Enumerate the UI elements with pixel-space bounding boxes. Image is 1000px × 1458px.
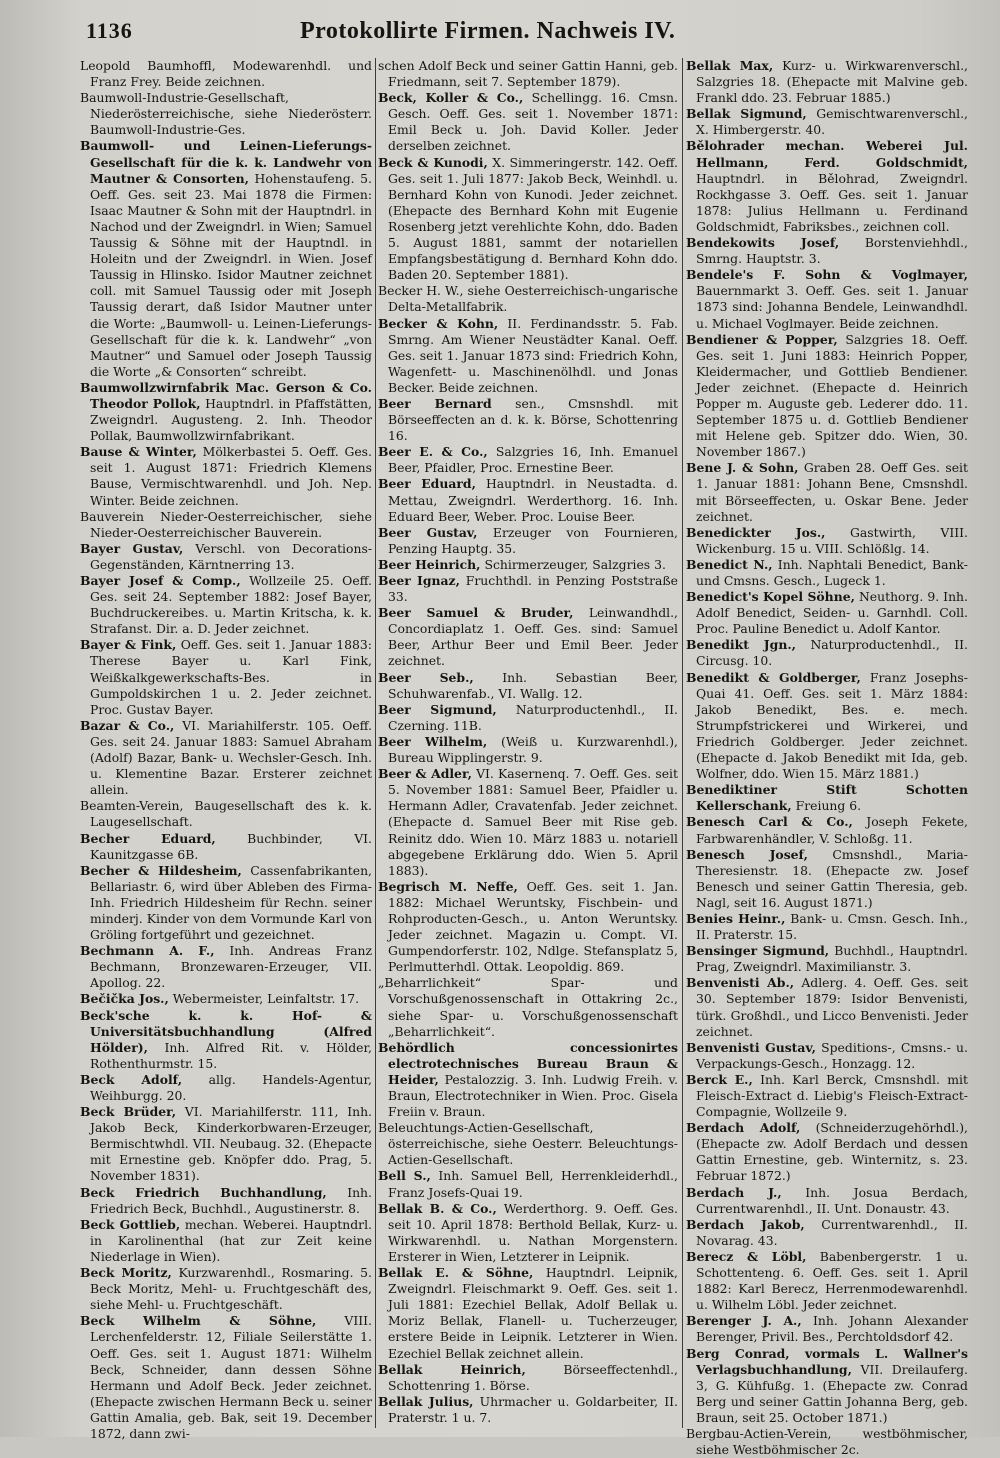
firm-details: VIII. Lerchenfelderstr. 12, Filiale Seilerstätte 1. Oeff. Ges. seit 1. August 1871: Wilhelm Beck, Schneider, dann dessen Söhne Hermann und Adolf Beck. Jeder zeichnet. (Ehepacte zwischen Hermann Beck u. seiner Gattin Amalia, geb. Bak, seit 19. December 1872, dann zwi- bbox=[90, 1313, 372, 1441]
firm-details: Beamten-Verein, Baugesellschaft des k. k. Laugesellschaft. bbox=[80, 798, 372, 830]
firm-details: X. Simmeringerstr. 142. Oeff. Ges. seit 1. Juli 1877: Jakob Beck, Weinhdl. u. Bernhard Kohn von Kunodi. Jeder zeichnet. (Ehepacte des Bernhard Kohn mit Eugenie Rosenberg jetzt verehlichte Kohn, ddo. Baden 5. August 1881, sammt der notariellen Empfangsbestätigung d. Bernhard Kohn ddo. Baden 20. September 1881). bbox=[388, 154, 678, 283]
firm-entry bbox=[378, 734, 678, 766]
firm-details: (Schneiderzugehörhdl.), (Ehepacte zw. Adolf Berdach und dessen Gattin Ernestine, geb. Winternitz, s. 23. Februar 1872.) bbox=[696, 1120, 968, 1184]
firm-entry bbox=[378, 975, 678, 1039]
firm-details: Inh. Naphtali Benedict, Bank- und Cmsns. Gesch., Lugeck 1. bbox=[696, 556, 968, 588]
firm-details: schen Adolf Beck und seiner Gattin Hanni, geb. Friedmann, seit 7. September 1879). bbox=[378, 58, 678, 90]
firm-details: Leopold Baumhoffl, Modewarenhdl. und Franz Frey. Beide zeichnen. bbox=[80, 58, 372, 90]
firm-entry bbox=[686, 332, 968, 461]
firm-details: Oeff. Ges. seit 1. Januar 1883: Therese Bayer u. Karl Fink, Weißkalkgewerkschafts-Bes. in Gumpoldskirchen 1 u. 2. Jeder zeichnet. Proc. Gustav Bayer. bbox=[90, 637, 372, 717]
firm-name: Bellak B. & Co., bbox=[378, 1200, 497, 1216]
firm-details: Hauptndrl. in Bělohrad, Zweigndrl. Rockhgasse 3. Oeff. Ges. seit 1. Januar 1878: Julius Hellmann u. Ferdinand Goldschmidt, Fabriksbes., zeichnen coll. bbox=[696, 170, 968, 234]
firm-entry bbox=[686, 1249, 968, 1313]
firm-entry bbox=[80, 863, 372, 943]
firm-details: Bergbau-Actien-Verein, westböhmischer, siehe Westböhmischer 2c. bbox=[686, 1425, 968, 1458]
firm-entry bbox=[80, 380, 372, 444]
firm-entry bbox=[378, 1120, 678, 1168]
firm-entry bbox=[80, 637, 372, 717]
firm-name: Beer Eduard, bbox=[378, 476, 476, 492]
firm-name: Berenger J. A., bbox=[686, 1313, 802, 1329]
firm-details: VI. Kasernenq. 7. Oeff. Ges. seit 5. November 1881: Samuel Beer, Pfaidler u. Hermann Adler, Cravatenfab. Jeder zeichnet. (Ehepacte d. Samuel Beer mit Rise geb. Reinitz ddo. Wien 10. März 1883 u. notariell abgegebene Erklärung ddo. Wien 5. April 1883). bbox=[388, 766, 678, 878]
firm-entry bbox=[378, 1168, 678, 1200]
firm-details: Cmsnshdl., Maria-Theresienstr. 18. (Ehepacte zw. Josef Benesch und seiner Gattin Theresia, geb. Nagl, seit 16. August 1871.) bbox=[696, 846, 968, 910]
firm-name: Beck Brüder, bbox=[80, 1104, 177, 1120]
firm-details: Graben 28. Oeff Ges. seit 1. Januar 1881: Johann Bene, Cmsnshdl. mit Börseeffecten, u. Oskar Bene. Jeder zeichnet. bbox=[696, 460, 968, 524]
firm-details: Uhrmacher u. Goldarbeiter, II. Praterstr. 1 u. 7. bbox=[388, 1393, 678, 1425]
firm-name: Benedict's Kopel Söhne, bbox=[686, 589, 855, 605]
firm-name: Beck Moritz, bbox=[80, 1265, 172, 1281]
firm-details: Salzgries 16, Inh. Emanuel Beer, Pfaidler, Proc. Ernestine Beer. bbox=[388, 444, 678, 476]
firm-entry bbox=[686, 1185, 968, 1217]
firm-details: Webermeister, Leinfaltstr. 17. bbox=[172, 991, 360, 1007]
firm-details: Salzgries 18. Oeff. Ges. seit 1. Juni 1883: Heinrich Popper, Kleidermacher, und Gottlieb Bendiener. Jeder zeichnet. (Ehepacte d. Heinrich Popper m. Auguste geb. Lederer ddo. 11. September 1875 u. d. Gottlieb Bendiener mit Helene geb. Spitzer ddo. Wien, 30. November 1867.) bbox=[696, 331, 968, 460]
firm-details: Inh. Josua Berdach, Currentwarenhdl., II. Unt. Donaustr. 43. bbox=[696, 1184, 968, 1216]
firm-entry bbox=[80, 1104, 372, 1184]
firm-entry bbox=[80, 1265, 372, 1313]
firm-details: Oeff. Ges. seit 1. Jan. 1882: Michael Weruntsky, Fischbein- und Rohproducten-Gesch., u. Anton Weruntsky. Jeder zeichnet. Magazin u. Compt. VI. Gumpendorferstr. 102, Ndlge. Stefansplatz 5, Perlmutterhdl. Ottak. Leopoldig. 869. bbox=[388, 878, 678, 975]
firm-details: Kurzwarenhdl., Rosmaring. 5. Beck Moritz, Mehl- u. Fruchtgeschäft des, siehe Mehl- u. Fruchtgeschäft. bbox=[90, 1265, 372, 1313]
firm-details: Inh. Karl Berck, Cmsnshdl. mit Fleisch-Extract d. Liebig's Fleisch-Extract-Compagnie, Wollzeile 9. bbox=[696, 1071, 968, 1120]
firm-details: Bauverein Nieder-Oesterreichischer, siehe Nieder-Oesterreichischer Bauverein. bbox=[80, 508, 372, 540]
firm-details: Neuthorg. 9. Inh. Adolf Benedict, Seiden- u. Garnhdl. Coll. Proc. Pauline Benedict u. Adolf Kantor. bbox=[696, 589, 968, 637]
firm-entry bbox=[686, 1072, 968, 1120]
firm-name: Behördlich concessionirtes electrotechnisches Bureau Braun & Heider, bbox=[378, 1039, 678, 1087]
firm-name: Bause & Winter, bbox=[80, 444, 197, 460]
firm-name: Beer E. & Co., bbox=[378, 444, 488, 460]
firm-details: Naturproductenhdl., II. Circusg. 10. bbox=[696, 637, 968, 669]
firm-entry bbox=[686, 670, 968, 783]
firm-name: Benedikt Jgn., bbox=[686, 637, 796, 653]
firm-name: Bellak Max, bbox=[686, 58, 774, 73]
firm-name: Bensinger Sigmund, bbox=[686, 943, 830, 959]
firm-name: Bečička Jos., bbox=[80, 991, 169, 1007]
firm-entry bbox=[378, 155, 678, 284]
firm-name: Bechmann A. F., bbox=[80, 943, 215, 959]
firm-entry bbox=[378, 557, 678, 573]
column-rule bbox=[375, 58, 376, 1428]
firm-entry bbox=[378, 1265, 678, 1362]
firm-name: Beck Wilhelm & Söhne, bbox=[80, 1313, 317, 1329]
firm-details: VII. Dreilauferg. 3, G. Kühfußg. 1. (Ehepacte zw. Conrad Berg und seiner Gattin Johanna Berg, geb. Braun, seit 25. October 1871.) bbox=[696, 1361, 968, 1425]
firm-details: Cassenfabrikanten, Bellariastr. 6, wird über Ableben des Firma-Inh. Friedrich Hildesheim für Rechn. seiner minderj. Kinder von dem Vormunde Karl von Gröling fortgeführt und gezeichnet. bbox=[90, 862, 372, 943]
firm-entry bbox=[686, 557, 968, 589]
firm-entry bbox=[80, 831, 372, 863]
firm-details: Fruchthdl. in Penzing Poststraße 33. bbox=[388, 573, 678, 605]
column-2 bbox=[378, 58, 678, 1423]
firm-details: Börseeffectenhdl., Schottenring 1. Börse. bbox=[388, 1361, 678, 1393]
firm-details: Hauptndrl. in Neustadta. d. Mettau, Zweigndrl. Werderthorg. 16. Inh. Eduard Beer, Weber. Proc. Louise Beer. bbox=[388, 476, 678, 524]
column-1 bbox=[80, 58, 373, 1441]
firm-entry bbox=[80, 943, 372, 991]
page-title: Protokollirte Firmen. Nachweis IV. bbox=[300, 18, 676, 44]
firm-entry bbox=[80, 444, 372, 508]
firm-details: Gemischtwarenverschl., X. Himbergerstr. 40. bbox=[696, 106, 968, 138]
firm-entry bbox=[378, 396, 678, 444]
firm-name: Beer Gustav, bbox=[378, 524, 478, 540]
firm-entry bbox=[686, 58, 968, 106]
firm-details: Pestalozzig. 3. Inh. Ludwig Freih. v. Braun, Electrotechniker in Wien. Proc. Gisela Freiin v. Braun. bbox=[388, 1071, 678, 1120]
firm-name: Berdach J., bbox=[686, 1184, 782, 1200]
firm-details: Inh. Andreas Franz Bechmann, Bronzewaren-Erzeuger, VII. Apollog. 22. bbox=[90, 943, 372, 991]
firm-entry bbox=[686, 814, 968, 846]
page-number: 1136 bbox=[86, 18, 133, 43]
firm-name: Beer Bernard bbox=[378, 395, 492, 411]
firm-name: Beck Gottlieb, bbox=[80, 1216, 181, 1232]
firm-entry bbox=[686, 1217, 968, 1249]
firm-entry bbox=[378, 670, 678, 702]
firm-details: Hohenstaufeng. 5. Oeff. Ges. seit 23. Mai 1878 die Firmen: Isaac Mautner & Sohn mit der Hauptndrl. in Nachod und der Zweigndrl. in Wien; Samuel Taussig & Söhne mit der Hauptndl. in Holeitn und der Zweigndrl. in Wien. Josef Taussig in Hlinsko. Isidor Mautner zeichnet coll. mit Samuel Taussig oder mit Joseph Taussig derart, daß Isidor Mautner unter die Worte: „Baumwoll- u. Leinen-Lieferungs-Gesellschaft für die k. k. Landwehr“ „von Mautner“ und Samuel oder Joseph Taussig die Worte „& Consorten“ schreibt. bbox=[90, 170, 373, 379]
firm-details: Schirmerzeuger, Salzgries 3. bbox=[484, 556, 666, 572]
firm-name: Bayer Josef & Comp., bbox=[80, 573, 241, 588]
firm-details: Babenbergerstr. 1 u. Schottenteng. 6. Oeff. Ges. seit 1. April 1882: Karl Berecz, Herrenmodewarenhdl. u. Wilhelm Löbl. Jeder zeichnet. bbox=[696, 1248, 968, 1313]
firm-name: Berecz & Löbl, bbox=[686, 1248, 807, 1264]
firm-name: Benies Heinr., bbox=[686, 910, 786, 926]
firm-details: mechan. Weberei. Hauptndrl. in Karolinenthal (hat zur Zeit keine Niederlage in Wien). bbox=[90, 1216, 372, 1264]
firm-entry bbox=[686, 1120, 968, 1184]
firm-details: Naturproductenhdl., II. Czerning. 11B. bbox=[388, 701, 678, 733]
firm-details: VI. Mariahilferstr. 105. Oeff. Ges. seit 24. Januar 1883: Samuel Abraham (Adolf) Bazar, Bank- u. Wechsler-Gesch. Inh. u. Klementine Bazar. Ersterer zeichnet allein. bbox=[90, 717, 372, 798]
firm-entry bbox=[80, 509, 372, 541]
firm-entry bbox=[378, 283, 678, 315]
firm-name: Bayer & Fink, bbox=[80, 637, 177, 653]
firm-details: Mölkerbastei 5. Oeff. Ges. seit 1. August 1871: Friedrich Klemens Bause, Vermischtwarenhdl. und Joh. Nep. Winter. Beide zeichnen. bbox=[90, 444, 372, 508]
firm-name: Bellak Heinrich, bbox=[378, 1361, 526, 1377]
firm-name: Bene J. & Sohn, bbox=[686, 460, 799, 476]
firm-details: Gastwirth, VIII. Wickenburg. 15 u. VIII. Schlößlg. 14. bbox=[696, 524, 968, 556]
firm-entry bbox=[80, 90, 372, 138]
firm-details: allg. Handels-Agentur, Weihburgg. 20. bbox=[90, 1071, 372, 1103]
firm-details: II. Ferdinandsstr. 5. Fab. Smrng. Am Wiener Neustädter Kanal. Oeff. Ges. seit 1. Januar 1873 sind: Friedrich Kohn, Wagenfett- u. Maschinenölhdl. und Jonas Becker. Beide zeichnen. bbox=[388, 315, 678, 395]
firm-entry bbox=[686, 637, 968, 669]
firm-name: Beer Sigmund, bbox=[378, 701, 497, 717]
firm-name: Benedict N., bbox=[686, 556, 773, 572]
firm-entry bbox=[80, 1217, 372, 1265]
firm-entry bbox=[686, 525, 968, 557]
firm-entry bbox=[80, 58, 372, 90]
firm-details: Becker H. W., siehe Oesterreichisch-ungarische Delta-Metallfabrik. bbox=[378, 283, 678, 315]
firm-details: „Beharrlichkeit“ Spar- und Vorschußgenossenschaft in Ottakring 2c., siehe Spar- u. Vorschußgenossenschaft „Beharrlichkeit“. bbox=[378, 975, 678, 1039]
firm-details: Kurz- u. Wirkwarenverschl., Salzgries 18. (Ehepacte mit Malvine geb. Frankl ddo. 23. Februar 1885.) bbox=[696, 58, 968, 106]
firm-entry bbox=[378, 1040, 678, 1120]
firm-entry bbox=[80, 541, 372, 573]
firm-details: Baumwoll-Industrie-Gesellschaft, Niederösterreichische, siehe Niederösterr. Baumwoll-Industrie-Ges. bbox=[80, 90, 372, 138]
firm-entry bbox=[378, 58, 678, 90]
firm-entry bbox=[686, 911, 968, 943]
firm-details: Inh. Johann Alexander Berenger, Privil. Bes., Perchtoldsdorf 42. bbox=[696, 1313, 968, 1345]
firm-details: Buchhdl., Hauptndrl. Prag, Zweigndrl. Maximilianstr. 3. bbox=[696, 943, 968, 975]
firm-name: Beer Seb., bbox=[378, 669, 474, 685]
firm-entry bbox=[686, 847, 968, 911]
firm-entry bbox=[378, 316, 678, 396]
firm-entry bbox=[686, 1313, 968, 1345]
firm-details: Beleuchtungs-Actien-Gesellschaft, österreichische, siehe Oesterr. Beleuchtungs-Actien-Gesellschaft. bbox=[378, 1120, 678, 1168]
firm-details: Freiung 6. bbox=[795, 798, 862, 814]
firm-entry bbox=[378, 525, 678, 557]
firm-details: Bank- u. Cmsn. Gesch. Inh., II. Praterstr. 15. bbox=[696, 910, 968, 943]
firm-entry bbox=[378, 605, 678, 669]
firm-name: Bell S., bbox=[378, 1168, 431, 1184]
firm-name: Berdach Jakob, bbox=[686, 1216, 805, 1232]
firm-name: Beck & Kunodi, bbox=[378, 154, 488, 170]
firm-entry bbox=[686, 782, 968, 814]
firm-name: Becher Eduard, bbox=[80, 830, 216, 846]
firm-details: Erzeuger von Fournieren, Penzing Hauptg. 35. bbox=[388, 524, 678, 556]
firm-name: Becker & Kohn, bbox=[378, 315, 499, 331]
firm-entry bbox=[378, 476, 678, 524]
firm-details: Hauptndrl. in Pfaffstätten, Zweigndrl. Augusteng. 2. Inh. Theodor Pollak, Baumwollzwirnfabrikant. bbox=[90, 395, 372, 444]
firm-name: Baumwoll- und Leinen-Lieferungs-Gesellschaft für die k. k. Landwehr von Mautner & Consorten, bbox=[80, 138, 372, 186]
firm-name: Bělohrader mechan. Weberei Jul. Hellmann, Ferd. Goldschmidt, bbox=[686, 138, 968, 170]
firm-entry bbox=[80, 1008, 372, 1072]
firm-details: Inh. Friedrich Beck, Buchhdl., Augustinerstr. 8. bbox=[90, 1184, 372, 1216]
firm-entry bbox=[80, 573, 372, 637]
firm-details: Adlerg. 4. Oeff. Ges. seit 30. September 1879: Isidor Benvenisti, türk. Großhdl., und Licco Benvenisti. Jeder zeichnet. bbox=[696, 975, 968, 1039]
firm-entry bbox=[378, 90, 678, 154]
firm-name: Benedickter Jos., bbox=[686, 524, 826, 540]
firm-name: Bazar & Co., bbox=[80, 717, 175, 733]
firm-entry bbox=[378, 1201, 678, 1265]
page-header bbox=[0, 18, 1000, 58]
firm-entry bbox=[378, 1362, 678, 1394]
firm-entry bbox=[378, 1394, 678, 1426]
firm-details: Schellingg. 16. Cmsn. Gesch. Oeff. Ges. seit 1. November 1871: Emil Beck u. Joh. David Koller. Jeder derselben zeichnet. bbox=[388, 90, 678, 154]
firm-name: Bellak E. & Söhne, bbox=[378, 1265, 534, 1281]
firm-name: Beck Friedrich Buchhandlung, bbox=[80, 1184, 327, 1200]
firm-name: Beer Samuel & Bruder, bbox=[378, 605, 574, 621]
firm-entry bbox=[686, 943, 968, 975]
firm-entry bbox=[686, 975, 968, 1039]
firm-entry bbox=[80, 138, 372, 379]
firm-name: Beck'sche k. k. Hof- & Universitätsbuchhandlung (Alfred Hölder), bbox=[80, 1007, 372, 1055]
firm-name: Benesch Carl & Co., bbox=[686, 814, 853, 830]
firm-details: Speditions-, Cmsns.- u. Verpackungs-Gesch., Honzagg. 12. bbox=[696, 1039, 968, 1071]
firm-entry bbox=[686, 235, 968, 267]
firm-name: Beck Adolf, bbox=[80, 1071, 183, 1087]
firm-entry bbox=[80, 991, 372, 1007]
firm-details: Joseph Fekete, Farbwarenhändler, V. Schloßg. 11. bbox=[696, 814, 968, 846]
firm-name: Beer Ignaz, bbox=[378, 573, 460, 588]
firm-name: Benvenisti Gustav, bbox=[686, 1039, 816, 1055]
firm-name: Begrisch M. Neffe, bbox=[378, 878, 518, 894]
firm-details: Currentwarenhdl., II. Novarag. 43. bbox=[696, 1216, 968, 1248]
firm-details: VI. Mariahilferstr. 111, Inh. Jakob Beck, Kinderkorbwaren-Erzeuger, Bermischtwhdl. VII. Neubaug. 32. (Ehepacte mit Ernestine geb. Knöpfer ddo. Prag, 5. November 1831). bbox=[90, 1104, 372, 1184]
firm-entry bbox=[686, 589, 968, 637]
firm-entry bbox=[378, 702, 678, 734]
firm-details: (Weiß u. Kurzwarenhdl.), Bureau Wipplingerstr. 9. bbox=[388, 733, 678, 766]
column-3 bbox=[686, 58, 968, 1458]
firm-entry bbox=[378, 879, 678, 976]
firm-name: Beck, Koller & Co., bbox=[378, 90, 524, 106]
firm-entry bbox=[80, 1185, 372, 1217]
firm-name: Bendekowits Josef, bbox=[686, 235, 840, 251]
firm-entry bbox=[686, 267, 968, 331]
firm-details: Borstenviehhdl., Smrng. Hauptstr. 3. bbox=[696, 235, 968, 267]
firm-name: Beer & Adler, bbox=[378, 766, 472, 782]
firm-details: Werderthorg. 9. Oeff. Ges. seit 10. April 1878: Berthold Bellak, Kurz- u. Wirkwarenhdl. u. Nathan Morgenstern. Ersterer in Wien, Letzterer in Leipnik. bbox=[388, 1200, 678, 1264]
firm-name: Bellak Julius, bbox=[378, 1393, 474, 1409]
firm-entry bbox=[686, 1346, 968, 1426]
firm-entry bbox=[80, 1072, 372, 1104]
firm-name: Beer Heinrich, bbox=[378, 556, 481, 572]
firm-entry bbox=[686, 460, 968, 524]
firm-name: Benvenisti Ab., bbox=[686, 975, 795, 991]
firm-details: sen., Cmsnshdl. mit Börseeffecten an d. k. k. Börse, Schottenring 16. bbox=[388, 395, 678, 444]
firm-details: Inh. Sebastian Beer, Schuhwarenfab., VI. Wallg. 12. bbox=[388, 669, 678, 701]
firm-entry bbox=[686, 1426, 968, 1458]
firm-details: Verschl. von Decorations-Gegenständen, Kärntnerring 13. bbox=[90, 540, 373, 572]
firm-details: Hauptndrl. Leipnik, Zweigndrl. Fleischmarkt 9. Oeff. Ges. seit 1. Juli 1881: Ezechiel Bellak, Adolf Bellak u. Moriz Bellak, Flanell- u. Tucherzeuger, erstere Beide in Leipnik. Letzterer in Wien. Ezechiel Bellak zeichnet allein. bbox=[388, 1265, 678, 1361]
firm-details: Buchbinder, VI. Kaunitzgasse 6B. bbox=[90, 830, 372, 862]
firm-entry bbox=[378, 573, 678, 605]
firm-name: Bellak Sigmund, bbox=[686, 106, 807, 122]
firm-name: Becher & Hildesheim, bbox=[80, 862, 242, 878]
firm-name: Benedikt & Goldberger, bbox=[686, 669, 861, 685]
firm-details: Inh. Alfred Rit. v. Hölder, Rothenthurmstr. 15. bbox=[90, 1039, 372, 1071]
firm-name: Bayer Gustav, bbox=[80, 540, 184, 556]
firm-name: Berck E., bbox=[686, 1071, 753, 1087]
firm-entry bbox=[378, 766, 678, 879]
firm-details: Franz Josephs-Quai 41. Oeff. Ges. seit 1. März 1884: Jakob Benedikt, Bes. e. mech. Strumpfstrickerei und Wirkerei, und Friedrich Goldberger. Jeder zeichnet. (Ehepacte d. Jakob Benedikt mit Ida, geb. Wolfner, ddo. Wien 15. März 1881.) bbox=[696, 669, 968, 782]
firm-entry bbox=[378, 444, 678, 476]
firm-name: Bendele's F. Sohn & Voglmayer, bbox=[686, 267, 968, 283]
firm-name: Benediktiner Stift Schotten Kellerschank, bbox=[686, 782, 968, 814]
firm-name: Berg Conrad, vormals L. Wallner's Verlagsbuchhandlung, bbox=[686, 1345, 968, 1377]
firm-name: Beer Wilhelm, bbox=[378, 733, 488, 749]
firm-entry bbox=[686, 106, 968, 138]
column-rule bbox=[682, 58, 683, 1428]
firm-entry bbox=[80, 798, 372, 830]
firm-entry bbox=[686, 1040, 968, 1072]
firm-details: Leinwandhdl., Concordiaplatz 1. Oeff. Ges. sind: Samuel Beer, Arthur Beer und Emil Beer. Jeder zeichnet. bbox=[388, 605, 678, 669]
firm-entry bbox=[80, 1313, 372, 1442]
firm-name: Baumwollzwirnfabrik Mac. Gerson & Co. Theodor Pollok, bbox=[80, 379, 372, 411]
firm-entry bbox=[80, 718, 372, 798]
firm-details: Inh. Samuel Bell, Herrenkleiderhdl., Franz Josefs-Quai 19. bbox=[388, 1168, 678, 1200]
firm-name: Bendiener & Popper, bbox=[686, 331, 838, 347]
firm-details: Wollzeile 25. Oeff. Ges. seit 24. September 1882: Josef Bayer, Buchdruckereibes. u. Martin Kritscha, k. k. Strafanst. Dir. a. D. Jeder zeichnet. bbox=[90, 573, 372, 637]
firm-details: Bauernmarkt 3. Oeff. Ges. seit 1. Januar 1873 sind: Johanna Bendele, Leinwandhdl. u. Michael Voglmayer. Beide zeichnen. bbox=[696, 283, 968, 331]
firm-name: Berdach Adolf, bbox=[686, 1120, 801, 1136]
firm-name: Benesch Josef, bbox=[686, 846, 808, 862]
firm-entry bbox=[686, 138, 968, 235]
